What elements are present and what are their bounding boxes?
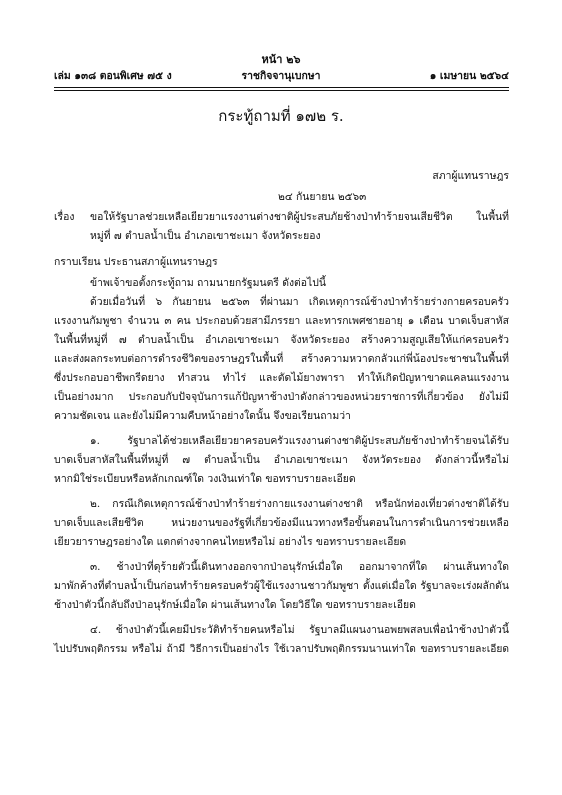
question-1-line: ๑. รัฐบาลได้ช่วยเหลือเยียวยาครอบครัวแรงงานต่างชาติผู้ประสบภัยช้างป่าทำร้ายจนได้รับ: [90, 435, 509, 447]
question-4-line: ๔. ช้างป่าตัวนี้เคยมีประวัติทำร้ายคนหรือไม่ รัฐบาลมีแผนงานอพยพสลบเพื่อนำช้างป่าตัวนี้: [90, 624, 509, 636]
body-line: ในพื้นที่หมู่ที่ ๗ ตำบลน้ำเป็น อำเภอเขาชะเมา จังหวัดระยอง สร้างความสูญเสียให้แก่ครอบครัว: [54, 334, 509, 346]
gazette-volume: เล่ม ๑๓๘ ตอนพิเศษ ๗๕ ง: [54, 70, 172, 82]
document-date: ๒๔ กันยายน ๒๕๖๓: [278, 191, 367, 203]
addressee: สภาผู้แทนราษฎร: [432, 170, 509, 182]
subject-label: เรื่อง: [54, 211, 75, 223]
body-line: ซึ่งประกอบอาชีพกรีดยาง ทำสวน ทำไร่ และตัดไม้ยางพารา ทำให้เกิดปัญหาขาดแคลนแรงงาน: [54, 372, 509, 384]
gazette-date: ๑ เมษายน ๒๕๖๔: [429, 70, 509, 82]
question-4-line: ไปปรับพฤติกรรม หรือไม่ ถ้ามี วิธีการเป็นอย่างไร ใช้เวลาปรับพฤติกรรมนานเท่าใด ขอทราบรายละเอียด: [54, 644, 509, 655]
question-3-line: มาพักค้างที่ตำบลน้ำเป็นก่อนทำร้ายครอบครัวผู้ใช้แรงงานชาวกัมพูชา ตั้งแต่เมื่อใด รัฐบาลจะเร่งผลักดัน: [54, 580, 509, 592]
header-rule-top: [54, 87, 509, 88]
header-rule-bottom: [54, 90, 509, 91]
question-2-line: บาดเจ็บและเสียชีวิต หน่วยงานของรัฐที่เกี่ยวข้องมีแนวทางหรือขั้นตอนในการดำเนินการช่วยเหลือ: [54, 517, 509, 529]
body-line: ความชัดเจน และยังไม่มีความคืบหน้าอย่างใดนั้น จึงขอเรียนถามว่า: [54, 410, 351, 422]
salutation: กราบเรียน ประธานสภาผู้แทนราษฎร: [54, 256, 218, 268]
question-2-line: ๒. กรณีเกิดเหตุการณ์ช้างป่าทำร้ายร่างกายแรงงานต่างชาติ หรือนักท่องเที่ยวต่างชาติได้รับ: [90, 498, 509, 510]
question-1-line: หากมิใช่ระเบียบหรือหลักเกณฑ์ใด วงเงินเท่าใด ขอทราบรายละเอียด: [54, 473, 356, 485]
question-1-line: บาดเจ็บสาหัสในพื้นที่หมู่ที่ ๗ ตำบลน้ำเป็น อำเภอเขาชะเมา จังหวัดระยอง ดังกล่าวนี้หรือไม่: [54, 454, 509, 466]
subject-line: หมู่ที่ ๗ ตำบลน้ำเป็น อำเภอเขาชะเมา จังหวัดระยอง: [90, 230, 321, 242]
body-line: แรงงานกัมพูชา จำนวน ๓ คน ประกอบด้วยสามีภรรยา และทารกเพศชายอายุ ๑ เดือน บาดเจ็บสาหัส: [54, 315, 509, 327]
body-line: และส่งผลกระทบต่อการดำรงชีวิตของราษฎรในพื้นที่ สร้างความหวาดกลัวแก่พี่น้องประชาชนในพื้นที่: [54, 353, 509, 365]
body-line: เป็นอย่างมาก ประกอบกับปัจจุบันการแก้ปัญหาช้างป่าดังกล่าวของหน่วยราชการที่เกี่ยวข้อง ยังไม่มี: [54, 391, 509, 403]
intro-line: ข้าพเจ้าขอตั้งกระทู้ถาม ถามนายกรัฐมนตรี ดังต่อไปนี้: [90, 277, 326, 289]
question-2-line: เยียวยาราษฎรอย่างใด แตกต่างจากคนไทยหรือไม่ อย่างไร ขอทราบรายละเอียด: [54, 536, 407, 548]
document-title: กระทู้ถามที่ ๑๗๒ ร.: [218, 107, 344, 125]
page-number: หน้า ๒๖: [261, 53, 301, 66]
body-line: ด้วยเมื่อวันที่ ๖ กันยายน ๒๕๖๓ ที่ผ่านมา เกิดเหตุการณ์ช้างป่าทำร้ายร่างกายครอบครัว: [90, 296, 509, 308]
gazette-name: ราชกิจจานุเบกษา: [241, 70, 321, 82]
subject-line: ขอให้รัฐบาลช่วยเหลือเยียวยาแรงงานต่างชาติผู้ประสบภัยช้างป่าทำร้ายจนเสียชีวิต ในพื้นที่: [90, 211, 509, 223]
question-3-line: ๓. ช้างป่าที่ดุร้ายตัวนี้เดินทางออกจากป่าอนุรักษ์เมื่อใด ออกมาจากที่ใด ผ่านเส้นทางใด: [90, 561, 509, 573]
question-3-line: ช้างป่าตัวนี้กลับถึงป่าอนุรักษ์เมื่อใด ผ่านเส้นทางใด โดยวิธีใด ขอทราบรายละเอียด: [54, 599, 416, 611]
